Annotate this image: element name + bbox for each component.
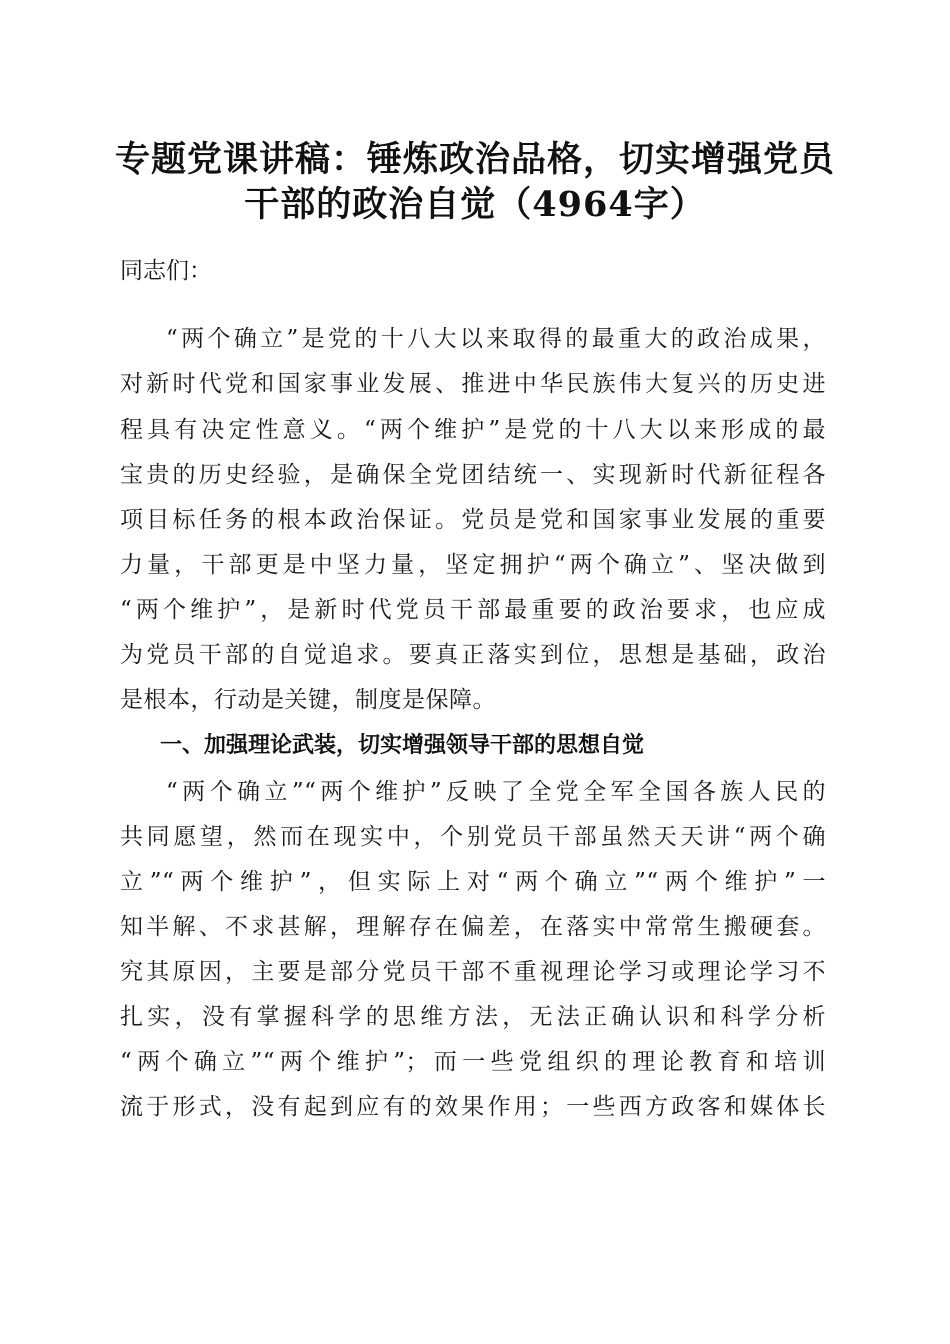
paragraph-1-line: 是根本，行动是关键，制度是保障。 bbox=[120, 687, 496, 713]
paragraph-2-line: 扎实，没有掌握科学的思维方法，无法正确认识和科学分析 bbox=[120, 1004, 826, 1030]
paragraph-2-line: 知半解、不求甚解，理解存在偏差，在落实中常常生搬硬套。 bbox=[120, 914, 826, 940]
paragraph-1-line: 力量，干部更是中坚力量，坚定拥护“两个确立”、坚决做到 bbox=[120, 552, 826, 578]
paragraph-1-line: “两个确立”是党的十八大以来取得的最重大的政治成果， bbox=[166, 326, 826, 352]
salutation: 同志们： bbox=[120, 258, 212, 284]
paragraph-2-line: 究其原因，主要是部分党员干部不重视理论学习或理论学习不 bbox=[120, 959, 826, 985]
paragraph-2-line: 立”“两个维护”，但实际上对“两个确立”“两个维护”一 bbox=[120, 869, 826, 895]
paragraph-2-line: “两个确立”“两个维护”；而一些党组织的理论教育和培训 bbox=[120, 1049, 826, 1075]
paragraph-1-line: 对新时代党和国家事业发展、推进中华民族伟大复兴的历史进 bbox=[120, 371, 826, 397]
paragraph-1-line: 项目标任务的根本政治保证。党员是党和国家事业发展的重要 bbox=[120, 507, 826, 533]
paragraph-2-line: 流于形式，没有起到应有的效果作用；一些西方政客和媒体长 bbox=[120, 1094, 826, 1120]
paragraph-1-line: 程具有决定性意义。“两个维护”是党的十八大以来形成的最 bbox=[120, 417, 826, 443]
document-title-line-1: 专题党课讲稿：锤炼政治品格，切实增强党员 bbox=[114, 139, 835, 180]
document-title-line-2: 干部的政治自觉（4964字） bbox=[244, 184, 706, 225]
paragraph-1-line: 宝贵的历史经验，是确保全党团结统一、实现新时代新征程各 bbox=[120, 462, 826, 488]
paragraph-1-line: 为党员干部的自觉追求。要真正落实到位，思想是基础，政治 bbox=[120, 642, 826, 668]
paragraph-1-line: “两个维护”，是新时代党员干部最重要的政治要求，也应成 bbox=[120, 597, 826, 623]
paragraph-2-line: 共同愿望，然而在现实中，个别党员干部虽然天天讲“两个确 bbox=[120, 824, 826, 850]
section-heading: 一、加强理论武装，切实增强领导干部的思想自觉 bbox=[160, 733, 645, 758]
paragraph-2-line: “两个确立”“两个维护”反映了全党全军全国各族人民的 bbox=[166, 779, 826, 805]
